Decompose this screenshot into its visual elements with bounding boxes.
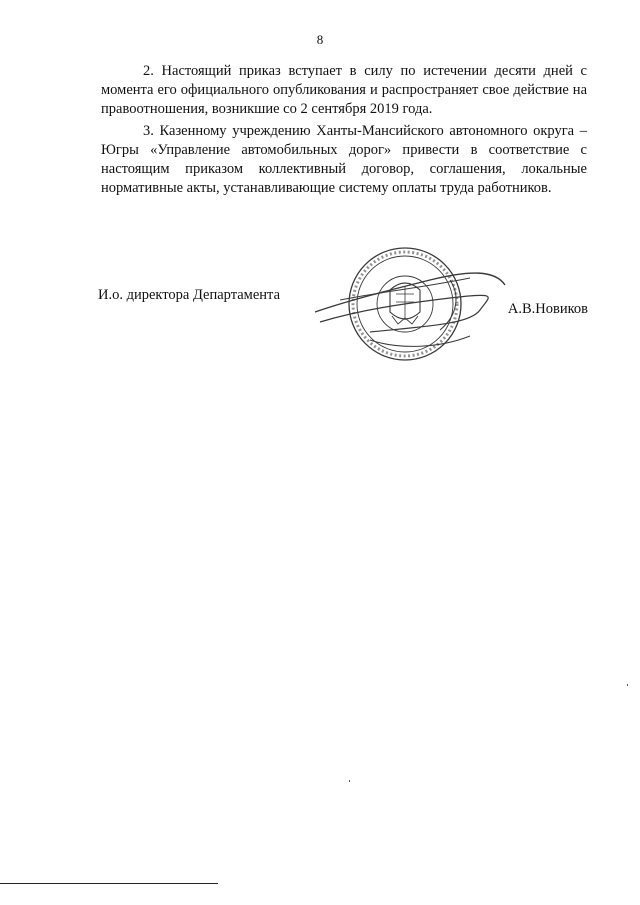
official-seal-icon [310, 240, 510, 370]
page-number: 8 [316, 32, 324, 47]
footer-rule [0, 883, 218, 884]
scan-speck [627, 684, 628, 686]
paragraph-3: 3. Казенному учреждению Ханты-Мансийского автономного округа – Югры «Управление автомобильных дорог» привести в соответствие с настоящим приказом коллективный договор, соглашения, локальные нормативные акты, устанавливающие систему оплаты труда работников. [101, 123, 587, 196]
signer-title: И.о. директора Департамента [98, 287, 281, 303]
signer-name: А.В.Новиков [507, 301, 588, 317]
paragraph-2: 2. Настоящий приказ вступает в силу по истечении десяти дней с момента его официального опубликования и распространяет свое действие на правоотношения, возникшие со 2 сентября 2019 года. [101, 63, 587, 117]
scan-speck [349, 780, 350, 782]
document-body [101, 62, 587, 201]
